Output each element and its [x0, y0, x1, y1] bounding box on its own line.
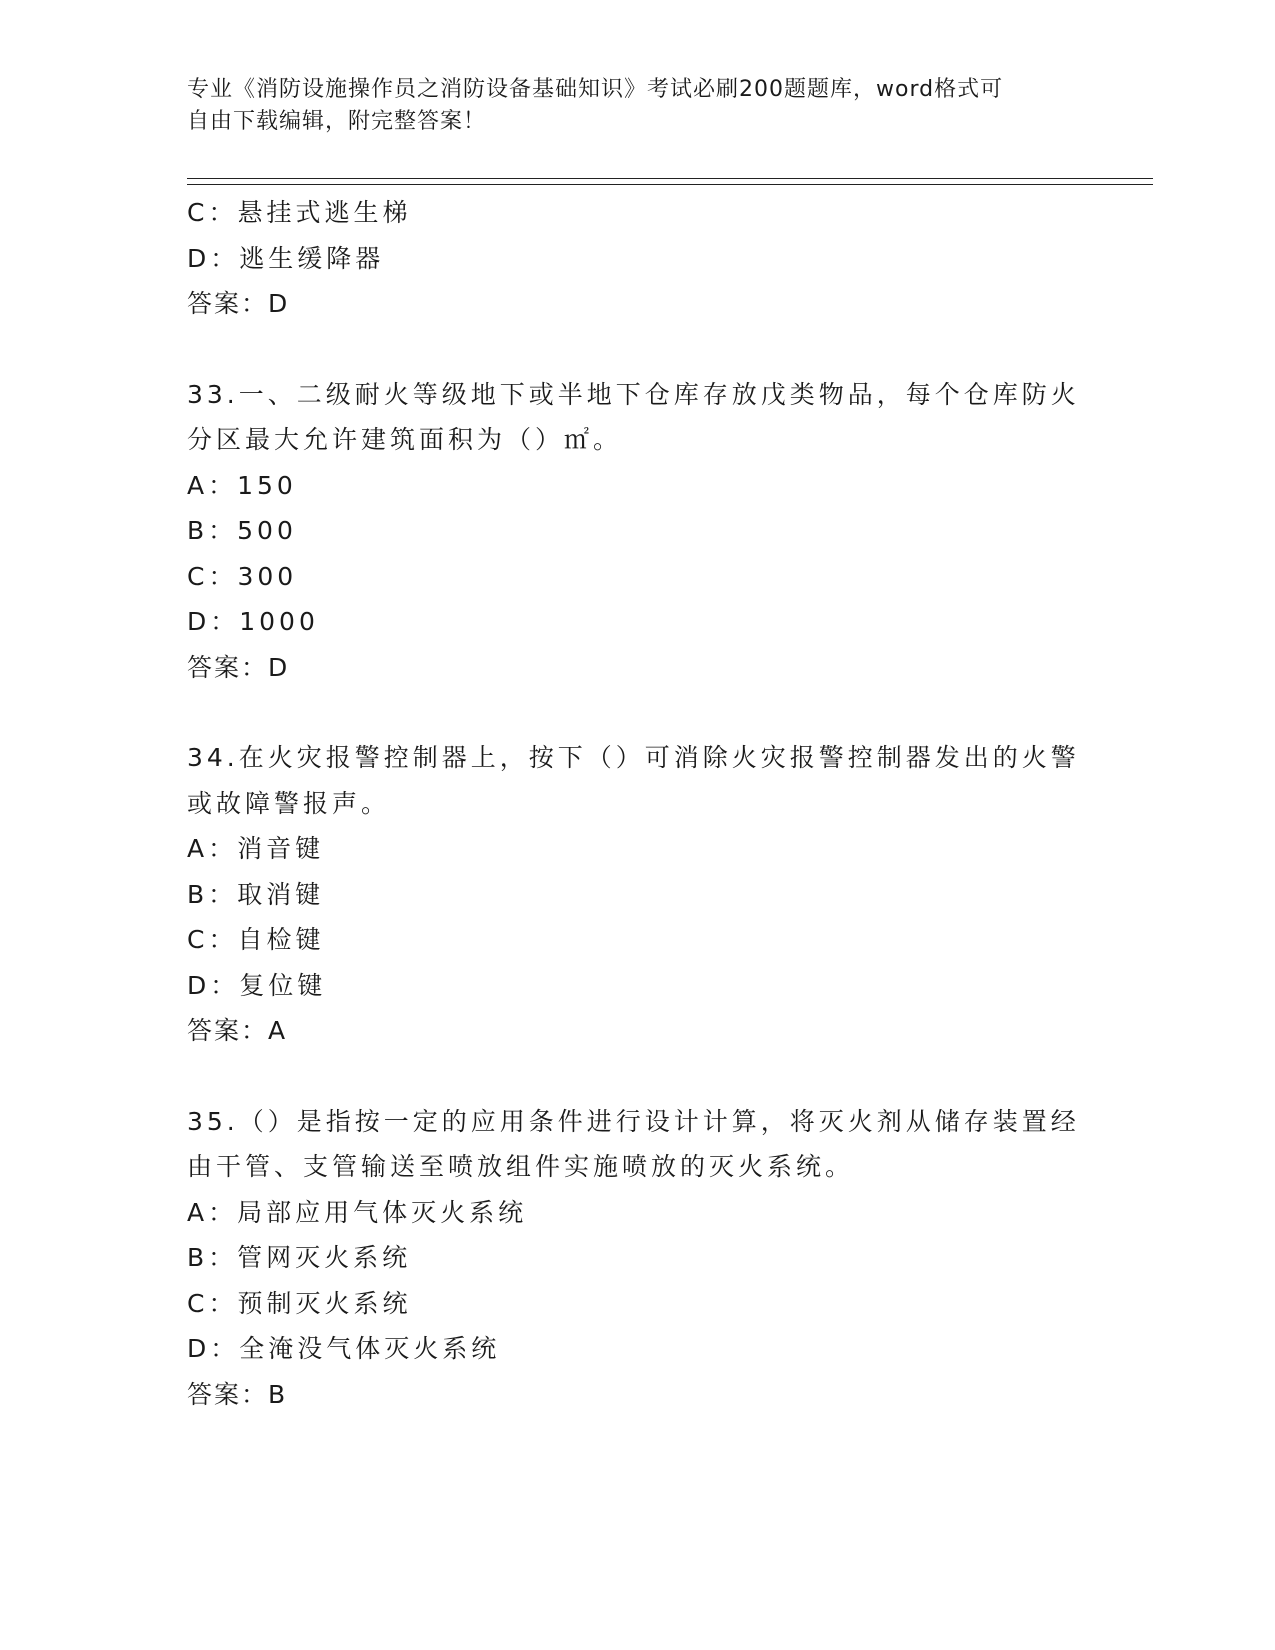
question-stem-line: 由干管、支管输送至喷放组件实施喷放的灭火系统。: [187, 1152, 855, 1181]
header-title-line-1: 专业《消防设施操作员之消防设备基础知识》考试必刷200题题库，word格式可: [187, 77, 1004, 102]
option-c: C：预制灭火系统: [187, 1288, 412, 1318]
option-b: B：500: [187, 516, 297, 545]
option-b: B：取消键: [187, 879, 325, 909]
option-d: D：复位键: [187, 970, 327, 1000]
question-stem-line: 分区最大允许建筑面积为（）㎡。: [187, 425, 623, 454]
question-stem-line: 或故障警报声。: [187, 788, 391, 818]
question-stem-line: 33.一、二级耐火等级地下或半地下仓库存放戊类物品，每个仓库防火: [187, 379, 1080, 409]
question-35: [187, 1099, 1087, 1418]
option-b: B：管网灭火系统: [187, 1243, 412, 1272]
answer-line: 答案：A: [187, 1016, 288, 1045]
header-title-line-2: 自由下载编辑，附完整答案！: [187, 109, 487, 134]
continued-question: [187, 190, 1087, 327]
question-content: [187, 190, 1087, 1417]
document-header: [187, 74, 1087, 138]
option-d: D：逃生缓降器: [187, 243, 385, 273]
option-c: C：自检键: [187, 925, 325, 954]
option-d: D：1000: [187, 607, 319, 636]
option-a: A：消音键: [187, 834, 325, 863]
question-stem-line: 35.（）是指按一定的应用条件进行设计计算，将灭火剂从储存装置经: [187, 1106, 1080, 1136]
question-33: [187, 372, 1087, 691]
option-a: A：150: [187, 470, 297, 500]
option-a: A：局部应用气体灭火系统: [187, 1197, 528, 1227]
option-d: D：全淹没气体灭火系统: [187, 1334, 501, 1363]
question-34: [187, 735, 1087, 1054]
answer-line: 答案：B: [187, 1379, 288, 1409]
option-c: C：300: [187, 561, 298, 591]
answer-line: 答案：D: [187, 652, 290, 682]
question-stem-line: 34.在火灾报警控制器上，按下（）可消除火灾报警控制器发出的火警: [187, 743, 1080, 772]
option-c: C：悬挂式逃生梯: [187, 198, 412, 227]
answer-line: 答案：D: [187, 289, 290, 318]
header-divider: [187, 178, 1153, 185]
